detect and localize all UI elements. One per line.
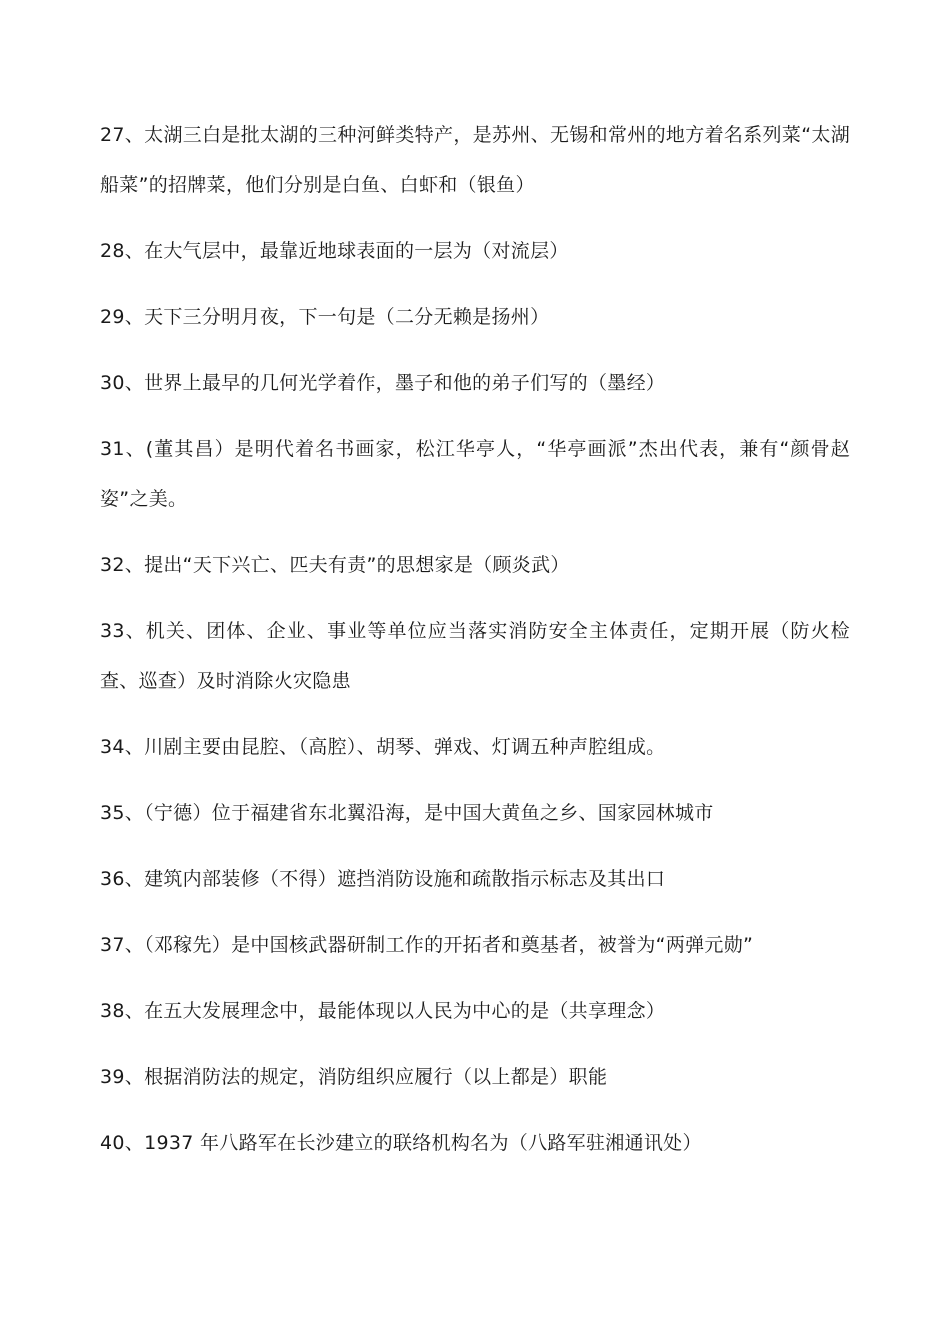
question-33: 33、机关、团体、企业、事业等单位应当落实消防安全主体责任，定期开展（防火检查、巡查）及时消除火灾隐患 [100, 620, 850, 692]
question-39: 39、根据消防法的规定，消防组织应履行（以上都是）职能 [100, 1066, 608, 1088]
question-28: 28、在大气层中，最靠近地球表面的一层为（对流层） [100, 240, 569, 262]
question-32: 32、提出“天下兴亡、匹夫有责”的思想家是（顾炎武） [100, 554, 570, 576]
question-40: 40、1937 年八路军在长沙建立的联络机构名为（八路军驻湘通讯处） [100, 1132, 702, 1154]
question-38: 38、在五大发展理念中，最能体现以人民为中心的是（共享理念） [100, 1000, 666, 1022]
question-36: 36、建筑内部装修（不得）遮挡消防设施和疏散指示标志及其出口 [100, 868, 666, 890]
question-34: 34、川剧主要由昆腔、（高腔）、胡琴、弹戏、灯调五种声腔组成。 [100, 736, 666, 758]
question-list [100, 110, 850, 1184]
question-29: 29、天下三分明月夜，下一句是（二分无赖是扬州） [100, 306, 550, 328]
question-31: 31、(董其昌）是明代着名书画家，松江华亭人，“华亭画派”杰出代表，兼有“颜骨赵姿”之美。 [100, 438, 850, 510]
question-37: 37、（邓稼先）是中国核武器研制工作的开拓者和奠基者，被誉为“两弹元勋” [100, 934, 754, 956]
question-30: 30、世界上最早的几何光学着作，墨子和他的弟子们写的（墨经） [100, 372, 666, 394]
question-35: 35、（宁德）位于福建省东北翼沿海，是中国大黄鱼之乡、国家园林城市 [100, 802, 714, 824]
question-27: 27、太湖三白是批太湖的三种河鲜类特产，是苏州、无锡和常州的地方着名系列菜“太湖船菜”的招牌菜，他们分别是白鱼、白虾和（银鱼） [100, 124, 850, 196]
